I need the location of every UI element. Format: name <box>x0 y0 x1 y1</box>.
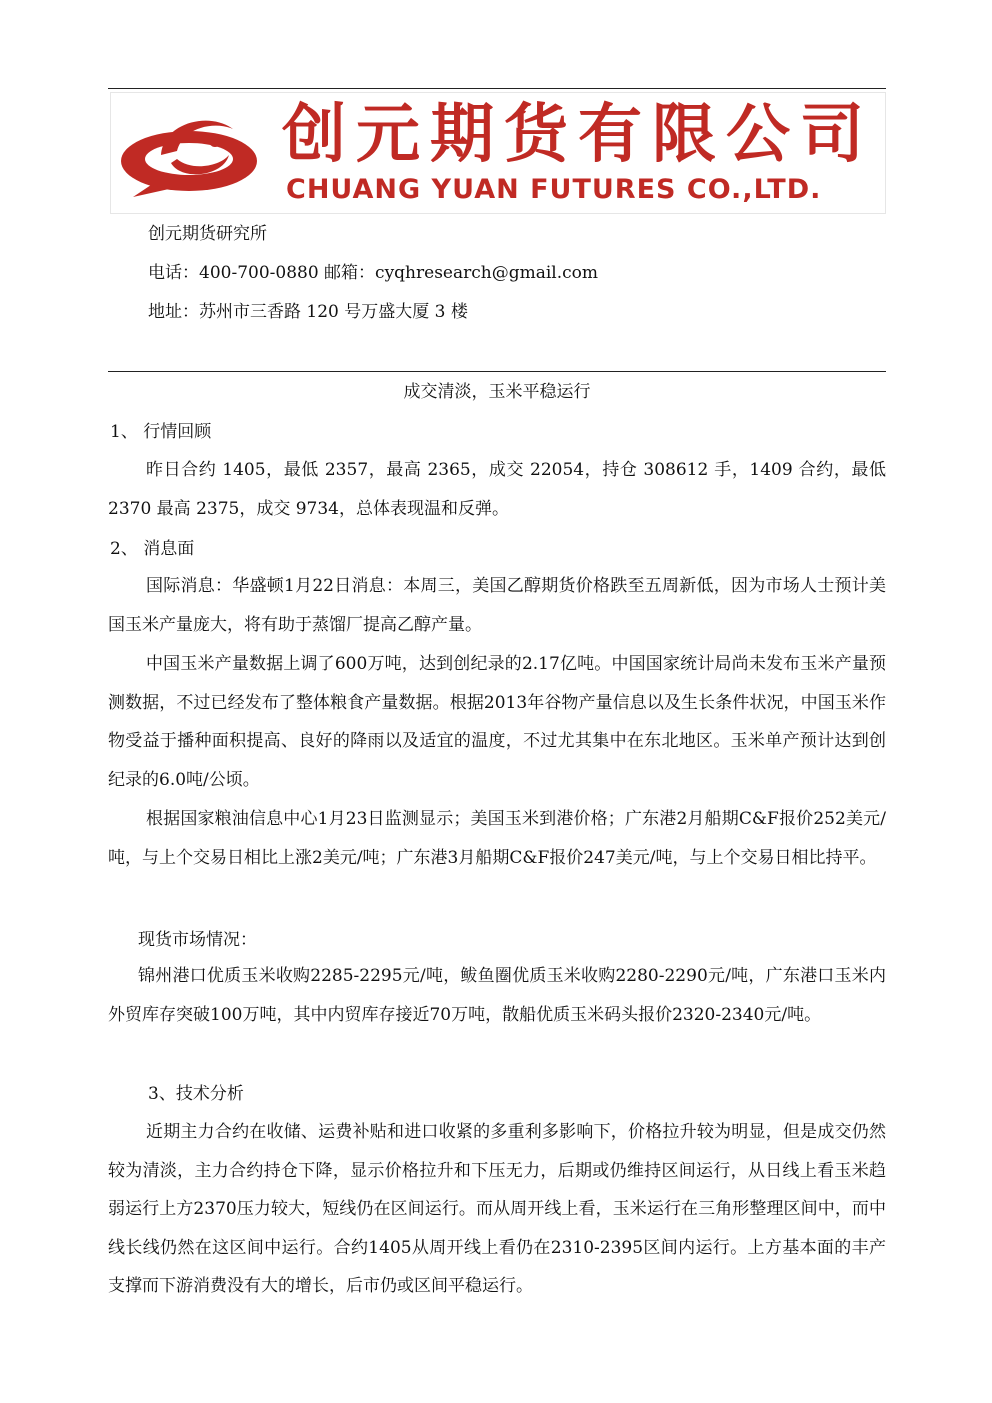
section-heading-news: 2、 消息面 <box>110 539 195 559</box>
paragraph-international-news: 国际消息：华盛顿1月22日消息：本周三，美国乙醇期货价格跌至五周新低，因为市场人士预计美国玉米产量庞大，将有助于蒸馏厂提高乙醇产量。 <box>108 576 886 635</box>
section-rule <box>108 371 886 372</box>
contact-phone-email: 电话：400-700-0880 邮箱：cyqhresearch@gmail.com <box>148 263 599 283</box>
section-heading-technical: 3、技术分析 <box>148 1084 244 1104</box>
paragraph-china-output: 中国玉米产量数据上调了600万吨，达到创纪录的2.17亿吨。中国国家统计局尚未发布玉米产量预测数据，不过已经发布了整体粮食产量数据。根据2013年谷物产量信息以及生长条件状况，中国玉米作物受益于播种面积提高、良好的降雨以及适宜的温度，不过尤其集中在东北地区。玉米单产预计达到创纪录的6.0吨/公顷。 <box>108 654 886 790</box>
paragraph-port-prices: 根据国家粮油信息中心1月23日监测显示；美国玉米到港价格；广东港2月船期C&F报价252美元/吨，与上个交易日相比上涨2美元/吨；广东港3月船期C&F报价247美元/吨，与上个交易日相比持平。 <box>108 809 886 868</box>
paragraph-market-review: 昨日合约 1405，最低 2357，最高 2365，成交 22054，持仓 308612 手，1409 合约，最低 2370 最高 2375，成交 9734，总体表现温和反弹。 <box>108 460 886 519</box>
paragraph-technical-analysis: 近期主力合约在收储、运费补贴和进口收紧的多重利多影响下，价格拉升较为明显，但是成交仍然较为清淡，主力合约持仓下降，显示价格拉升和下压无力，后期或仍维持区间运行，从日线上看玉米趋弱运行上方2370压力较大，短线仍在区间运行。而从周开线上看，玉米运行在三角形整理区间中，而中线长线仍然在这区间中运行。合约1405从周开线上看仍在2310-2395区间内运行。上方基本面的丰产支撑而下游消费没有大的增长，后市仍或区间平稳运行。 <box>108 1122 886 1296</box>
report-title: 成交清淡，玉米平稳运行 <box>403 382 591 402</box>
top-rule <box>108 88 886 89</box>
company-name-cn: 创元期货有限公司 <box>282 98 874 172</box>
spot-market-heading: 现货市场情况： <box>138 930 257 950</box>
contact-address: 地址：苏州市三香路 120 号万盛大厦 3 楼 <box>148 302 468 322</box>
section-heading-market-review: 1、 行情回顾 <box>110 422 212 442</box>
company-name-en: CHUANG YUAN FUTURES CO.,LTD. <box>286 174 822 205</box>
paragraph-spot-market: 锦州港口优质玉米收购2285-2295元/吨，鲅鱼圈优质玉米收购2280-2290元/吨，广东港口玉米内外贸库存突破100万吨，其中内贸库存接近70万吨，散船优质玉米码头报价2320-2340元/吨。 <box>108 966 886 1025</box>
institute-name: 创元期货研究所 <box>148 224 267 244</box>
